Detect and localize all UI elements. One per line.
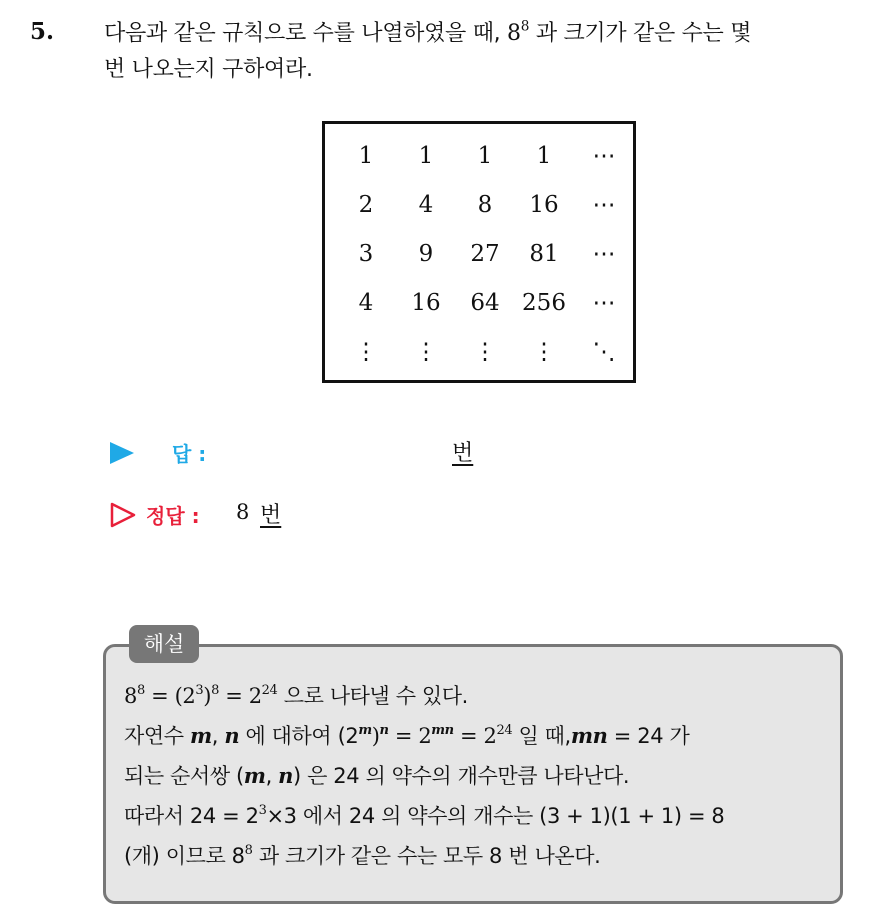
filled-triangle-icon: [110, 442, 134, 464]
solution-tab: 해설: [129, 625, 199, 663]
outline-triangle-icon: [110, 502, 136, 528]
table-row: [325, 328, 633, 376]
solution-line-1: $8^8 = (2^3)^8 = 2^{24}$ 으로 나타낼 수 있다.: [124, 682, 468, 708]
table-row: [325, 181, 633, 229]
table-cell: 1: [477, 143, 493, 169]
table-cell: 81: [529, 241, 559, 267]
solution-line-5: (개) 이므로 $8^8$ 과 크기가 같은 수는 모두 8 번 나온다.: [124, 842, 601, 868]
table-row: [325, 230, 633, 278]
table-cell: 1: [358, 143, 374, 169]
correct-answer-value: 8: [236, 500, 250, 524]
question-text-part1: 다음과 같은 규칙으로 수를 나열하였을 때,: [104, 21, 508, 46]
table-cell: 16: [529, 192, 559, 218]
table-cell: ⋮: [354, 339, 378, 365]
question-exponent: 8: [520, 18, 530, 35]
answer-label: 답 :: [172, 442, 207, 466]
number-table: [322, 121, 636, 383]
correct-answer-row: [110, 498, 510, 532]
question-text: [104, 16, 864, 88]
table-cell: 9: [418, 241, 434, 267]
table-cell: 256: [522, 290, 566, 316]
table-cell: 27: [470, 241, 500, 267]
question-number: 5.: [30, 18, 55, 45]
correct-answer-label: 정답 :: [146, 504, 200, 528]
table-row: [325, 132, 633, 180]
table-cell: 64: [470, 290, 500, 316]
table-row: [325, 279, 633, 327]
table-cell: ⋯: [592, 192, 616, 218]
table-cell: ⋮: [532, 339, 556, 365]
table-cell: 16: [411, 290, 441, 316]
table-cell: ⋮: [473, 339, 497, 365]
answer-row: [110, 436, 610, 470]
correct-answer-unit: 번: [260, 503, 282, 528]
table-cell: ⋯: [592, 143, 616, 169]
solution-line-2: 자연수 m, n 에 대하여 $(2^m)^n = 2^{mn} = 2^{24}$ 일 때,mn = 24 가: [124, 722, 690, 748]
solution-text: [124, 676, 836, 876]
table-cell: 4: [358, 290, 374, 316]
question-text-part2: 과 크기가 같은 수는 몇: [529, 21, 752, 46]
table-cell: ⋱: [592, 339, 616, 365]
table-cell: ⋮: [414, 339, 438, 365]
table-cell: 1: [536, 143, 552, 169]
solution-line-4: 따라서 $24 = 2^3\times 3$ 에서 24 의 약수의 개수는 (3 + 1)(1 + 1) = 8: [124, 802, 725, 828]
solution-line-3: 되는 순서쌍 (m, n) 은 24 의 약수의 개수만큼 나타난다.: [124, 763, 630, 788]
table-cell: ⋯: [592, 290, 616, 316]
table-cell: ⋯: [592, 241, 616, 267]
table-cell: 8: [477, 192, 493, 218]
table-cell: 1: [418, 143, 434, 169]
table-cell: 3: [358, 241, 374, 267]
answer-unit: 번: [452, 441, 474, 466]
table-cell: 2: [358, 192, 374, 218]
question-text-line2: 번 나오는지 구하여라.: [104, 57, 313, 82]
question-base: 8: [507, 21, 521, 46]
table-cell: 4: [418, 192, 434, 218]
